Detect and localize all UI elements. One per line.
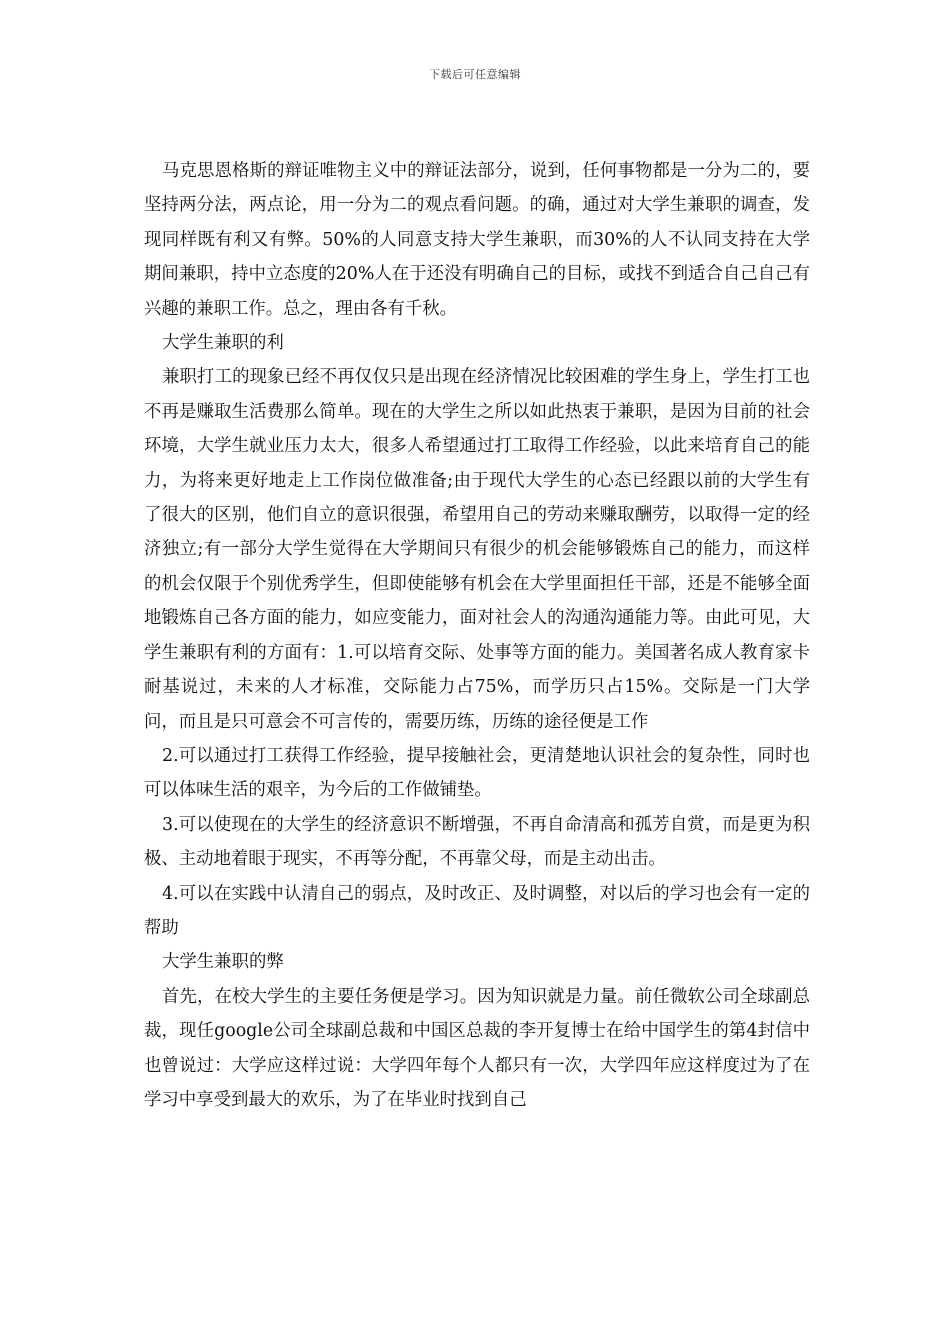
section-heading-advantages: 大学生兼职的利 [162, 333, 284, 354]
intro-paragraph: 马克思恩格斯的辩证唯物主义中的辩证法部分，说到，任何事物都是一分为二的，要坚持两分法，两点论，用一分为二的观点看问题。的确，通过对大学生兼职的调查，发现同样既有利又有弊。50%的人同意支持大学生兼职，而30%的人不认同支持在大学期间兼职，持中立态度的20%人在于还没有明确自己的目标，或找不到适合自己自己有兴趣的兼职工作。总之，理由各有千秋。 [144, 161, 810, 319]
page-header: 下载后可任意编辑 [429, 68, 521, 81]
advantage-item-2: 2.可以通过打工获得工作经验，提早接触社会，更清楚地认识社会的复杂性，同时也可以体味生活的艰辛，为今后的工作做铺垫。 [144, 745, 810, 801]
advantage-item-3: 3.可以使现在的大学生的经济意识不断增强，不再自命清高和孤芳自赏，而是更为积极、主动地着眼于现实，不再等分配，不再靠父母，而是主动出击。 [144, 814, 810, 870]
document-body [144, 154, 810, 1117]
section-heading-disadvantages: 大学生兼职的弊 [162, 952, 284, 973]
advantages-paragraph: 兼职打工的现象已经不再仅仅只是出现在经济情况比较困难的学生身上，学生打工也不再是赚取生活费那么简单。现在的大学生之所以如此热衷于兼职，是因为目前的社会环境，大学生就业压力太大，很多人希望通过打工取得工作经验，以此来培育自己的能力，为将来更好地走上工作岗位做准备;由于现代大学生的心态已经跟以前的大学生有了很大的区别，他们自立的意识很强，希望用自己的劳动来赚取酬劳，以取得一定的经济独立;有一部分大学生觉得在大学期间只有很少的机会能够锻炼自己的能力，而这样的机会仅限于个别优秀学生，但即使能够有机会在大学里面担任干部，还是不能够全面地锻炼自己各方面的能力，如应变能力，面对社会人的沟通沟通能力等。由此可见，大学生兼职有利的方面有：1.可以培育交际、处事等方面的能力。美国著名成人教育家卡耐基说过，未来的人才标准，交际能力占75%，而学历只占15%。交际是一门大学问，而且是只可意会不可言传的，需要历练，历练的途径便是工作 [144, 367, 810, 732]
disadvantages-paragraph: 首先，在校大学生的主要任务便是学习。因为知识就是力量。前任微软公司全球副总裁，现任google公司全球副总裁和中国区总裁的李开复博士在给中国学生的第4封信中也曾说过：大学应这样过说：大学四年每个人都只有一次，大学四年应这样度过为了在学习中享受到最大的欢乐，为了在毕业时找到自己 [144, 986, 810, 1110]
advantage-item-4: 4.可以在实践中认清自己的弱点，及时改正、及时调整，对以后的学习也会有一定的帮助 [144, 883, 810, 938]
